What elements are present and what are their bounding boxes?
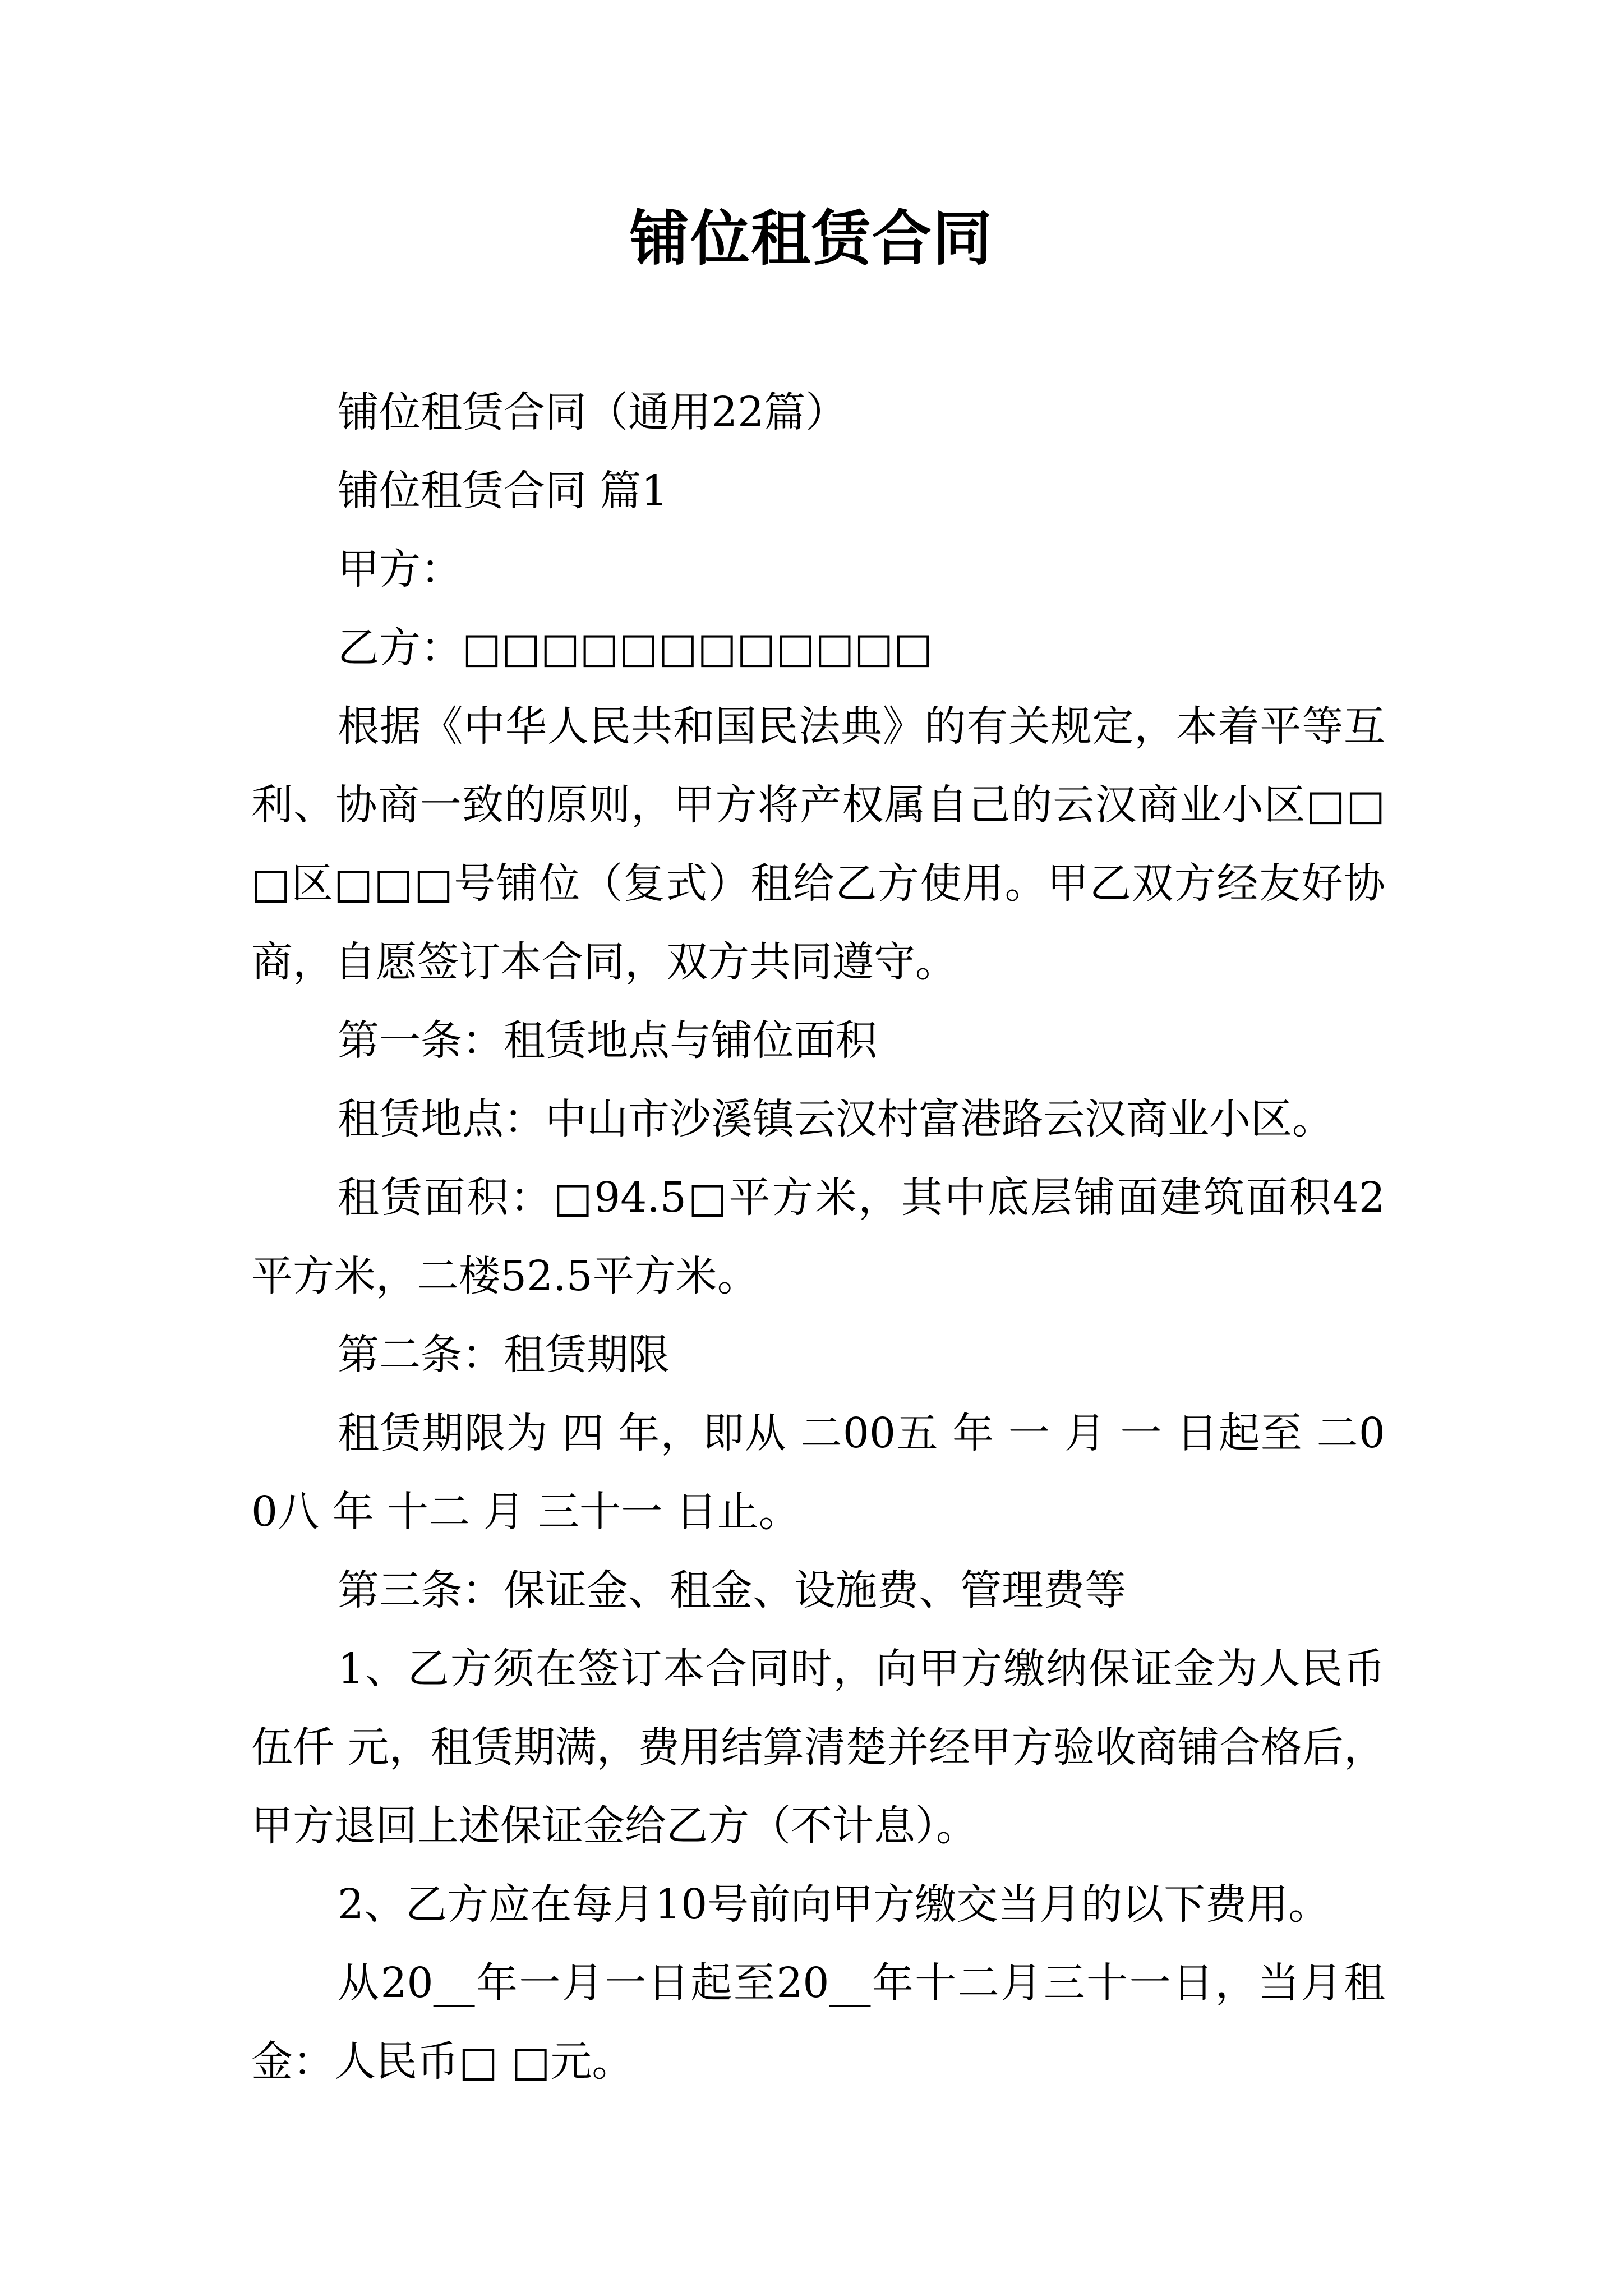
paragraph-monthly-fees: 2、乙方应在每月10号前向甲方缴交当月的以下费用。	[338, 1880, 1330, 1929]
paragraph-deposit: 1、乙方须在签订本合同时，向甲方缴纳保证金为人民币 伍仟 元，租赁期满，费用结算清楚并经甲方验收商铺合格后，甲方退回上述保证金给乙方（不计息）。	[251, 1645, 1385, 1850]
paragraph-term: 租赁期限为 四 年，即从 二00五 年 一 月 一 日起至 二00八 年 十二 月 三十一 日止。	[251, 1409, 1385, 1536]
paragraph-article-1: 第一条：租赁地点与铺位面积	[338, 1016, 877, 1065]
paragraph-section-heading: 铺位租赁合同 篇1	[338, 467, 668, 515]
paragraph-subtitle: 铺位租赁合同（通用22篇）	[338, 388, 847, 436]
document-body	[251, 373, 1385, 2101]
document-title: 铺位租赁合同	[630, 203, 993, 273]
paragraph-area: 租赁面积：□94.5□平方米，其中底层铺面建筑面积42平方米，二楼52.5平方米。	[251, 1174, 1385, 1300]
paragraph-article-3: 第三条：保证金、租金、设施费、管理费等	[338, 1566, 1126, 1614]
paragraph-preamble: 根据《中华人民共和国民法典》的有关规定，本着平等互利、协商一致的原则，甲方将产权属自己的云汉商业小区□□□区□□□号铺位（复式）租给乙方使用。甲乙双方经友好协商，自愿签订本合同，双方共同遵守。	[251, 702, 1385, 986]
paragraph-article-2: 第二条：租赁期限	[338, 1331, 670, 1379]
paragraph-party-a: 甲方：	[338, 545, 462, 593]
paragraph-location: 租赁地点：中山市沙溪镇云汉村富港路云汉商业小区。	[338, 1095, 1334, 1143]
paragraph-party-b: 乙方：□□□□□□□□□□□□	[338, 624, 933, 672]
paragraph-rent: 从20__年一月一日起至20__年十二月三十一日，当月租金：人民币□ □元。	[251, 1959, 1385, 2086]
